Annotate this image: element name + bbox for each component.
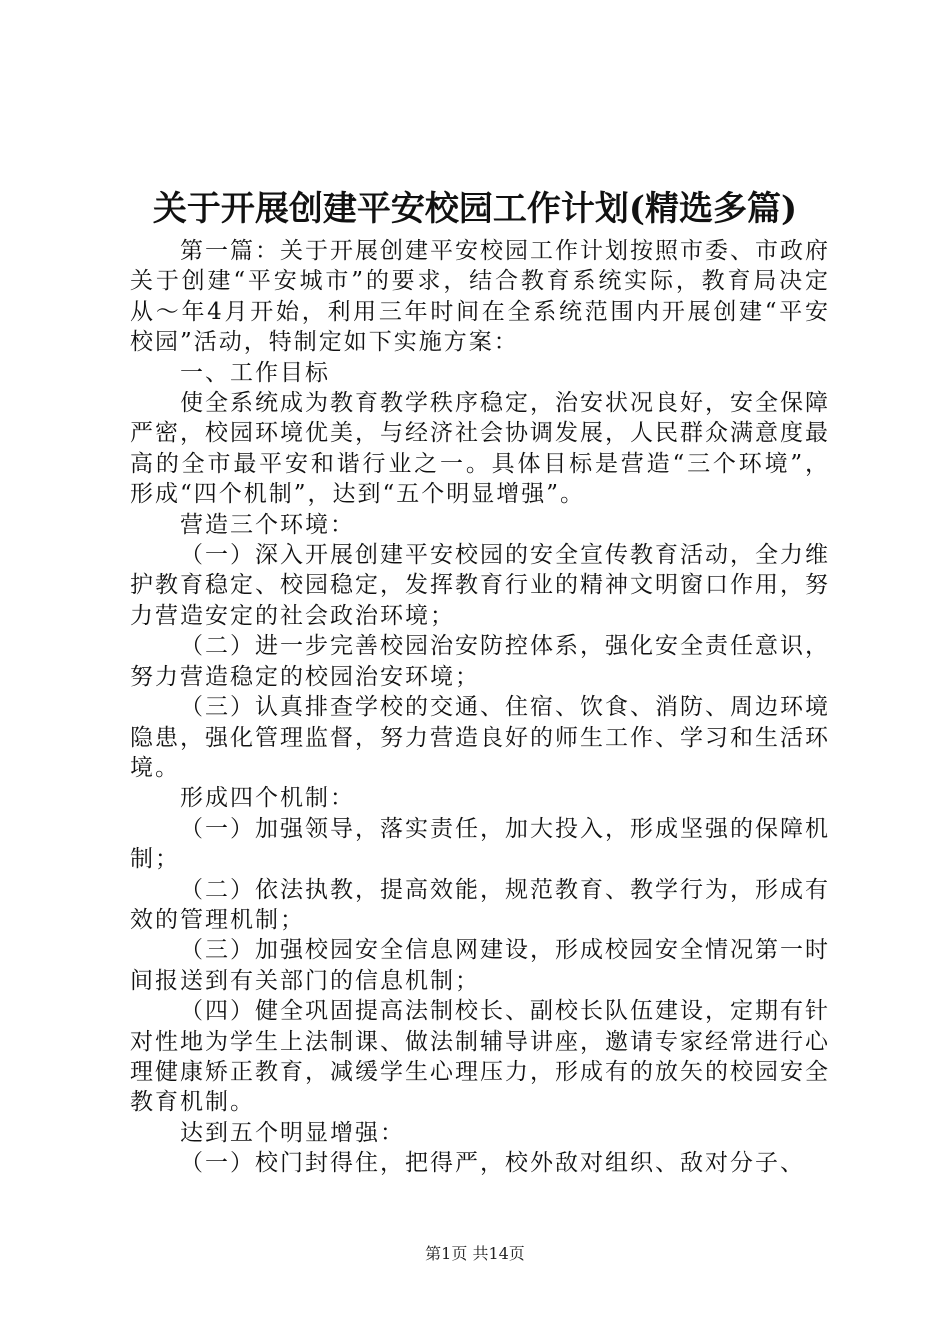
list-item: （二）进一步完善校园治安防控体系，强化安全责任意识，努力营造稳定的校园治安环境； [130,633,830,690]
list-item: （一）校门封得住，把得严，校外敌对组织、敌对分子、 [180,1150,805,1177]
list-item: （三）认真排查学校的交通、住宿、饮食、消防、周边环境隐患，强化管理监督，努力营造良好的师生工作、学习和生活环境。 [130,694,830,781]
list-item: （一）深入开展创建平安校园的安全宣传教育活动，全力维护教育稳定、校园稳定，发挥教育行业的精神文明窗口作用，努力营造安定的社会政治环境； [130,542,830,629]
list-item: （三）加强校园安全信息网建设，形成校园安全情况第一时间报送到有关部门的信息机制； [130,937,830,994]
subheading: 形成四个机制： [180,785,355,812]
list-item: （四）健全巩固提高法制校长、副校长队伍建设，定期有针对性地为学生上法制课、做法制辅导讲座，邀请专家经常进行心理健康矫正教育，减缓学生心理压力，形成有的放矢的校园安全教育机制。 [130,998,830,1116]
document-title: 关于开展创建平安校园工作计划(精选多篇) [152,189,798,229]
paragraph: 使全系统成为教育教学秩序稳定，治安状况良好，安全保障严密，校园环境优美，与经济社会协调发展，人民群众满意度最高的全市最平安和谐行业之一。具体目标是营造“三个环境”，形成“四个机制”，达到“五个明显增强”。 [130,390,830,508]
list-item: （一）加强领导，落实责任，加大投入，形成坚强的保障机制； [130,815,830,873]
paragraph: 第一篇：关于开展创建平安校园工作计划按照市委、市政府关于创建“平安城市”的要求，结合教育系统实际，教育局决定从～年4月开始，利用三年时间在全系统范围内开展创建“平安校园”活动，特制定如下实施方案： [130,238,830,356]
page-number-footer: 第1页 共14页 [425,1244,525,1263]
section-heading: 一、工作目标 [180,359,330,386]
subheading: 达到五个明显增强： [180,1119,405,1146]
document-body [130,236,830,1179]
subheading: 营造三个环境： [180,511,355,538]
list-item: （二）依法执教，提高效能，规范教育、教学行为，形成有效的管理机制； [130,876,830,933]
